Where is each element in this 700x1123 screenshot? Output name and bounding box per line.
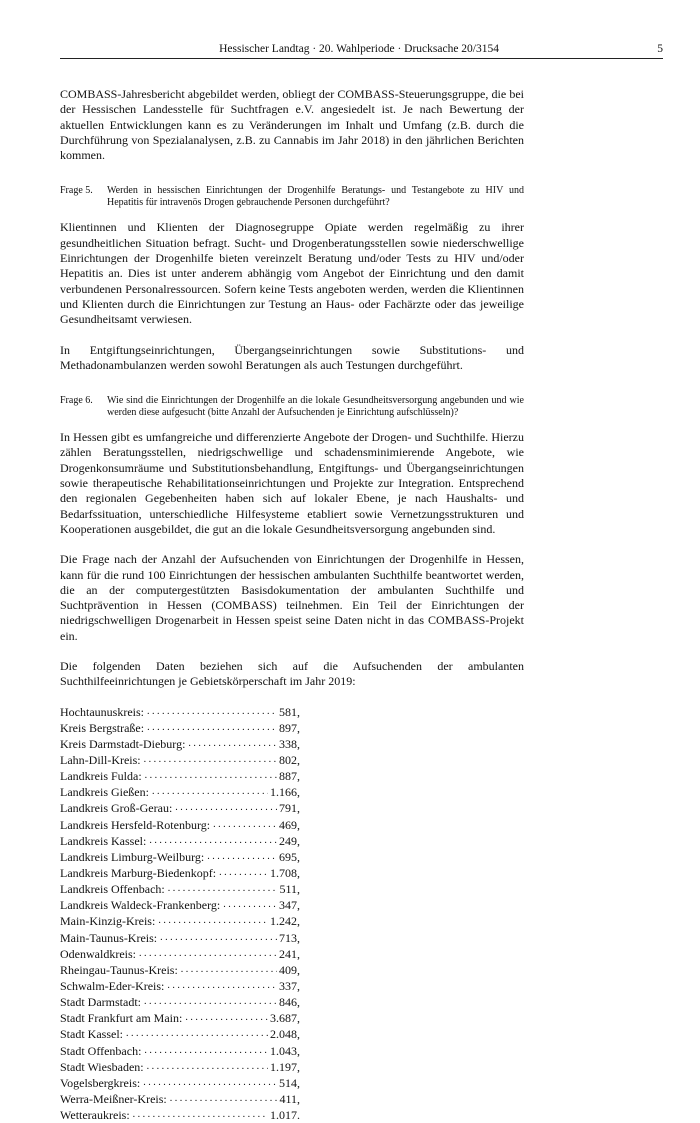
district-name: Landkreis Waldeck-Frankenberg: xyxy=(60,898,221,913)
district-value: 469, xyxy=(279,817,300,832)
dot-leader xyxy=(175,800,277,816)
dot-leader xyxy=(147,720,277,736)
district-value: 791, xyxy=(279,801,300,816)
list-item xyxy=(60,736,300,752)
list-item xyxy=(60,768,300,784)
district-value: 411, xyxy=(279,1091,300,1106)
list-item xyxy=(60,1010,300,1026)
district-value: 1.197, xyxy=(270,1059,300,1074)
dot-leader xyxy=(160,930,277,946)
district-value: 1.166, xyxy=(270,785,300,800)
list-item xyxy=(60,800,300,816)
paragraph-combass-report: COMBASS-Jahresbericht abgebildet werden, obliegt der COMBASS-Steuerungsgruppe, die bei der Hessischen Landesstelle für Suchtfragen e.V. angesiedelt ist. Je nach Bewertung der aktuellen Entwicklungen kann es zu Veränderungen im Inhalt und Umfang (z.B. durch die Durchführung von Spezialanalysen, z.B. zu Cannabis im Jahr 2018) in den jährlichen Berichten kommen. xyxy=(60,87,524,163)
district-value: 409, xyxy=(279,962,300,977)
district-value: 3.687, xyxy=(270,1011,300,1026)
district-value: 1.708, xyxy=(270,866,300,881)
list-item xyxy=(60,833,300,849)
list-item xyxy=(60,817,300,833)
list-item xyxy=(60,704,300,720)
district-value: 338, xyxy=(279,736,300,751)
list-item xyxy=(60,930,300,946)
page-number: 5 xyxy=(657,43,663,55)
dot-leader xyxy=(144,752,277,768)
district-name: Landkreis Kassel: xyxy=(60,833,147,848)
dot-leader xyxy=(144,994,277,1010)
dot-leader xyxy=(168,881,278,897)
district-value: 887, xyxy=(279,769,300,784)
dot-leader xyxy=(147,704,277,720)
list-item xyxy=(60,1107,300,1123)
paragraph-answer-5b: In Entgiftungseinrichtungen, Übergangseinrichtungen sowie Substitutions- und Methadonambulanzen werden sowohl Beratungen als auch Testungen durchgeführt. xyxy=(60,342,524,372)
district-value: 514, xyxy=(279,1075,300,1090)
header-rule xyxy=(60,58,663,59)
dot-leader xyxy=(147,1059,268,1075)
question-text: Werden in hessischen Einrichtungen der Drogenhilfe Beratungs- und Testangebote zu HIV und Hepatitis für intravenös Drogen gebrauchende Personen durchgeführt? xyxy=(107,185,524,209)
list-item xyxy=(60,720,300,736)
running-header xyxy=(60,41,663,57)
paragraph-answer-5a: Klientinnen und Klienten der Diagnosegruppe Opiate werden regelmäßig zu ihrer gesundheitlichen Situation befragt. Sucht- und Drogenberatungsstellen sowie niederschwellige Einrichtungen der Drogenhilfe bieten vereinzelt Beratung und/oder Tests zu HIV und/oder Hepatitis an. Dies ist unter anderem abhängig vom Angebot der Einrichtung und den damit verbundenen Personalressourcen. Sofern keine Tests angeboten werden, werden die Klientinnen und Klienten durch die Einrichtungen zur Testung an Haus- oder Fachärzte oder das jeweilige Gesundheitsamt verwiesen. xyxy=(60,220,524,327)
list-item xyxy=(60,1043,300,1059)
district-value: 1.043, xyxy=(270,1043,300,1058)
question-label: Frage 6. xyxy=(60,395,93,407)
district-name: Landkreis Fulda: xyxy=(60,769,142,784)
list-item xyxy=(60,994,300,1010)
district-name: Main-Taunus-Kreis: xyxy=(60,930,158,945)
dot-leader xyxy=(158,913,268,929)
district-name: Vogelsbergkreis: xyxy=(60,1075,141,1090)
district-name: Landkreis Marburg-Biedenkopf: xyxy=(60,866,217,881)
district-value: 1.017. xyxy=(270,1108,300,1123)
district-value: 897, xyxy=(279,720,300,735)
paragraph-answer-6b: Die Frage nach der Anzahl der Aufsuchenden von Einrichtungen der Drogenhilfe in Hessen, kann für die rund 100 Einrichtungen der hessischen ambulanten Suchthilfe beantwortet werden, die an der computergestützten Basisdokumentation der ambulanten Suchthilfe und Suchtprävention in Hessen (COMBASS) teilnehmen. Ein Teil der Einrichtungen der niedrigschwelligen Drogenarbeit in Hessen speist seine Daten nicht in das COMBASS-Projekt ein. xyxy=(60,552,524,643)
district-value: 846, xyxy=(279,995,300,1010)
question-text: Wie sind die Einrichtungen der Drogenhilfe an die lokale Gesundheitsversorgung angebunden und wie werden diese aufgesucht (bitte Anzahl der Aufsuchenden je Einrichtung aufschlüsseln)? xyxy=(107,395,524,419)
district-name: Landkreis Groß-Gerau: xyxy=(60,801,173,816)
dot-leader xyxy=(181,962,277,978)
district-value: 695, xyxy=(279,849,300,864)
district-name: Werra-Meißner-Kreis: xyxy=(60,1091,167,1106)
running-title: Hessischer Landtag · 20. Wahlperiode · Drucksache 20/3154 xyxy=(219,43,499,55)
district-name: Rheingau-Taunus-Kreis: xyxy=(60,962,178,977)
district-value: 337, xyxy=(279,979,300,993)
district-name: Stadt Darmstadt: xyxy=(60,995,141,1010)
district-value: 713, xyxy=(279,930,300,945)
dot-leader xyxy=(143,1075,277,1091)
dot-leader xyxy=(207,849,277,865)
district-name: Stadt Kassel: xyxy=(60,1027,123,1042)
dot-leader xyxy=(170,1091,278,1107)
dot-leader xyxy=(126,1026,268,1042)
dot-leader xyxy=(188,736,277,752)
dot-leader xyxy=(213,817,277,833)
dot-leader xyxy=(144,1043,268,1059)
district-value: 802, xyxy=(279,753,300,768)
list-item xyxy=(60,1075,300,1091)
district-value: 2.048, xyxy=(270,1027,300,1042)
district-name: Main-Kinzig-Kreis: xyxy=(60,914,156,929)
district-value: 241, xyxy=(279,946,300,961)
list-item xyxy=(60,897,300,913)
district-value: 581, xyxy=(279,704,300,719)
district-name: Stadt Frankfurt am Main: xyxy=(60,1011,183,1026)
district-value: 347, xyxy=(279,898,300,913)
district-name: Landkreis Offenbach: xyxy=(60,882,165,897)
district-name: Landkreis Hersfeld-Rotenburg: xyxy=(60,817,211,832)
question-6 xyxy=(60,395,524,419)
dot-leader xyxy=(133,1107,268,1123)
district-name: Schwalm-Eder-Kreis: xyxy=(60,979,165,993)
dot-leader xyxy=(185,1010,268,1026)
district-name: Landkreis Gießen: xyxy=(60,785,149,800)
list-item xyxy=(60,784,300,800)
district-name: Hochtaunuskreis: xyxy=(60,704,144,719)
dot-leader xyxy=(223,897,277,913)
district-name: Stadt Offenbach: xyxy=(60,1043,142,1058)
dot-leader xyxy=(219,865,268,881)
district-name: Kreis Bergstraße: xyxy=(60,720,145,735)
paragraph-answer-6c: Die folgenden Daten beziehen sich auf die Aufsuchenden der ambulanten Suchthilfeeinrichtungen je Gebietskörperschaft im Jahr 2019: xyxy=(60,659,524,689)
dot-leader xyxy=(152,784,268,800)
district-name: Stadt Wiesbaden: xyxy=(60,1059,144,1074)
district-name: Landkreis Limburg-Weilburg: xyxy=(60,849,205,864)
district-name: Lahn-Dill-Kreis: xyxy=(60,753,141,768)
paragraph-answer-6a: In Hessen gibt es umfangreiche und differenzierte Angebote der Drogen- und Suchthilfe. Hierzu zählen Beratungsstellen, niedrigschwellige und schadensminimierende Angebote, wie Drogenkonsumräume und Substitutionsbehandlung, Entgiftungs- und Übergangseinrichtungen sowie therapeutische Rehabilitationseinrichtungen und Projekte zur Integration. Entsprechend den regionalen Gegebenheiten haben sich auf lokaler Ebene, je nach Haushalts- und Bedarfssituation, unterschiedliche Hilfesysteme etabliert sowie Vernetzungsstrukturen und Kooperationen ausgebildet, die gut an die lokale Gesundheitsversorgung angebunden sind. xyxy=(60,430,524,536)
list-item xyxy=(60,881,300,897)
list-item xyxy=(60,752,300,768)
district-value: 511, xyxy=(279,882,300,897)
district-value: 249, xyxy=(279,833,300,848)
list-item xyxy=(60,962,300,978)
list-item xyxy=(60,913,300,929)
question-5 xyxy=(60,185,524,209)
list-item xyxy=(60,849,300,865)
dot-leader xyxy=(167,978,277,994)
district-name: Wetteraukreis: xyxy=(60,1108,130,1123)
list-item xyxy=(60,978,300,994)
list-item xyxy=(60,1091,300,1107)
list-item xyxy=(60,1059,300,1075)
list-item xyxy=(60,1026,300,1042)
list-item xyxy=(60,865,300,881)
district-list xyxy=(60,704,524,1123)
list-item xyxy=(60,946,300,962)
dot-leader xyxy=(145,768,277,784)
district-value: 1.242, xyxy=(270,914,300,929)
district-name: Odenwaldkreis: xyxy=(60,946,136,961)
question-label: Frage 5. xyxy=(60,185,93,197)
dot-leader xyxy=(149,833,277,849)
district-name: Kreis Darmstadt-Dieburg: xyxy=(60,736,186,751)
document-body xyxy=(60,87,524,1123)
dot-leader xyxy=(139,946,277,962)
